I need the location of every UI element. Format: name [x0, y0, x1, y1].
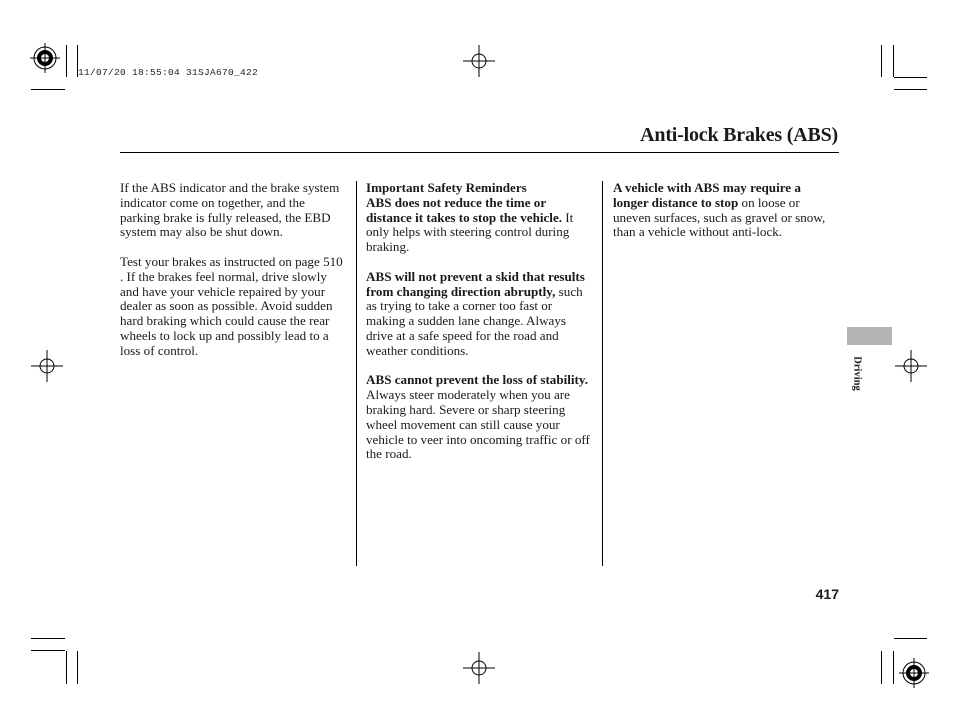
paragraph: Test your brakes as instructed on page 510 . If the brakes feel normal, drive slowly and have your vehicle repaired by your dealer as soon as possible. Avoid sudden hard braking which could cause the rear wheels to lock up and possibly lead to a loss of control. — [120, 253, 343, 358]
emphasis-text: A vehicle with ABS may require a longer distance to stop — [613, 180, 801, 210]
page-title: Anti-lock Brakes (ABS) — [640, 124, 838, 146]
section-tab-label: Driving — [851, 356, 863, 391]
print-stamp: 11/07/20 18:55:04 31SJA670_422 — [78, 67, 259, 78]
crosshair-mark-bottom — [463, 652, 495, 684]
crosshair-mark-right — [895, 350, 927, 382]
emphasis-text: ABS does not reduce the time or distance it takes to stop the vehicle. — [366, 194, 563, 225]
crop-line — [894, 77, 927, 78]
crop-line — [77, 651, 78, 684]
crop-line — [31, 89, 65, 90]
crosshair-mark-left — [31, 350, 63, 382]
text-column-3 — [613, 181, 839, 255]
emphasis-text: ABS cannot prevent the loss of stability. — [366, 372, 589, 388]
section-heading: Important Safety Reminders — [366, 180, 527, 195]
body-text: Always steer moderately when you are braking hard. Severe or sharp steering wheel movement can still cause your vehicle to veer into oncoming traffic or off the road. — [366, 387, 590, 462]
crosshair-mark-top — [463, 45, 495, 77]
text-column-1 — [120, 181, 348, 373]
emphasis-text: ABS will not prevent a skid that results from changing direction abruptly, — [366, 268, 585, 299]
crop-line — [881, 651, 882, 684]
section-tab — [847, 327, 892, 345]
crop-line — [893, 45, 894, 77]
crop-line — [31, 638, 65, 639]
title-divider — [120, 152, 839, 153]
crop-line — [894, 89, 927, 90]
page-number: 417 — [815, 586, 839, 602]
registration-mark-bottom-right — [899, 658, 929, 688]
crop-line — [66, 45, 67, 77]
body-text: such as trying to take a corner too fast or making a sudden lane change. Always drive at a safe speed for the road and weather conditions. — [366, 283, 583, 358]
crop-line — [31, 650, 65, 651]
body-text: It only helps with steering control during braking. — [366, 209, 574, 255]
column-divider — [356, 181, 357, 566]
crop-line — [881, 45, 882, 77]
crop-line — [893, 651, 894, 684]
crop-line — [894, 638, 927, 639]
paragraph: If the ABS indicator and the brake system indicator come on together, and the parking brake is fully released, the EBD system may also be shut down. — [120, 180, 340, 240]
body-text: on loose or uneven surfaces, such as gravel or snow, than a vehicle without anti-lock. — [613, 194, 826, 240]
registration-mark-top-left — [30, 43, 60, 73]
text-column-2 — [366, 181, 594, 477]
crop-line — [66, 651, 67, 684]
column-divider — [602, 181, 603, 566]
